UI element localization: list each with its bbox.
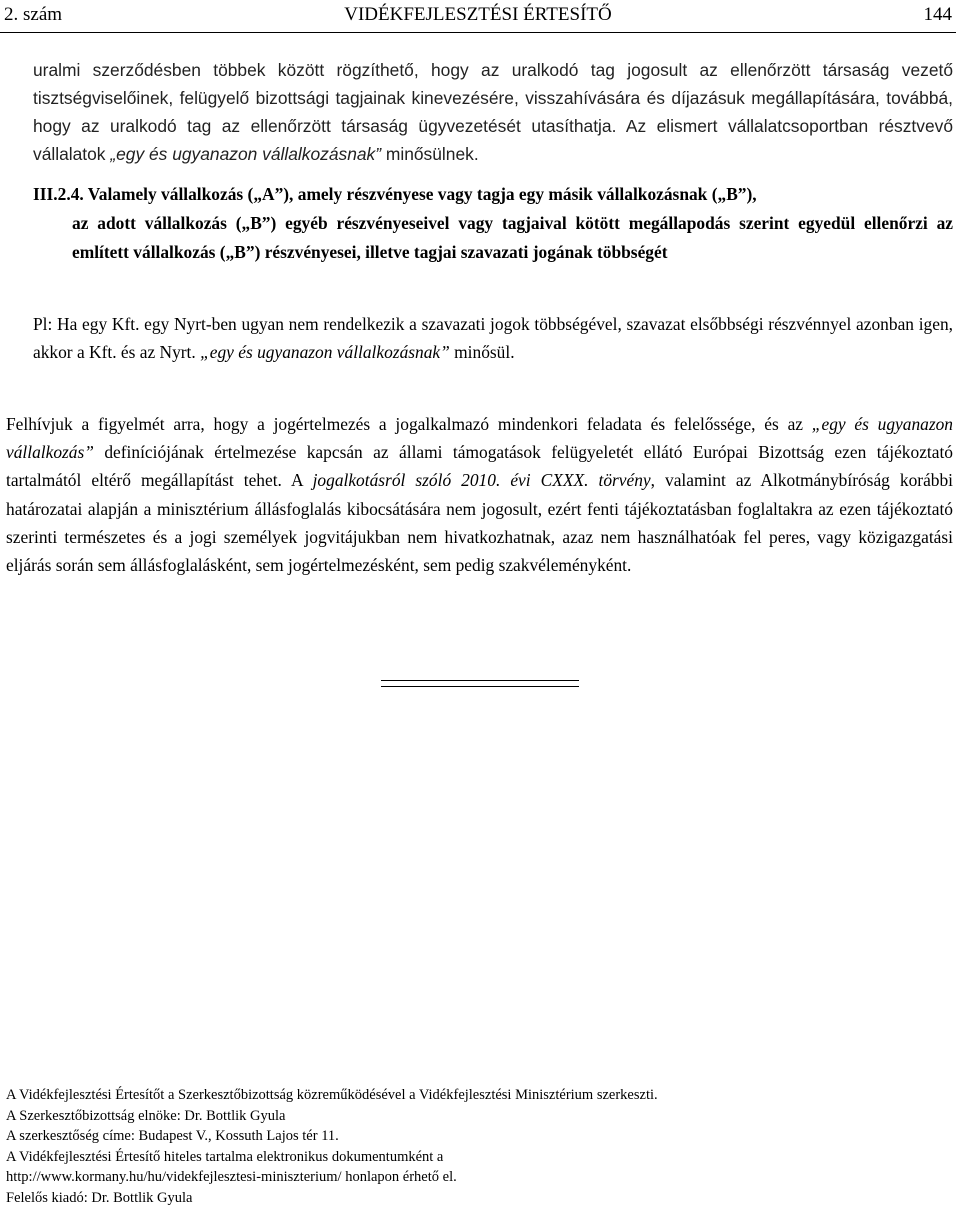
- imprint-line: A Szerkesztőbizottság elnöke: Dr. Bottlik Gyula: [6, 1107, 286, 1124]
- italic-term: „egy és ugyanazon vállalkozás”: [6, 414, 954, 463]
- paragraph-uralmi-szerzodes: [33, 56, 953, 168]
- italic-term: „egy és ugyanazon vállalkozásnak”: [110, 144, 382, 164]
- page-number: 144: [923, 4, 952, 25]
- example-text: Pl: Ha egy Kft. egy Nyrt-ben ugyan nem rendelkezik a szavazati jogok többségével, szavazat elsőbbségi részvénnyel azonban igen, akkor a Kft. és az Nyrt.: [33, 314, 953, 362]
- section-text: Valamely vállalkozás („A”), amely részvényese vagy tagja egy másik vállalkozásnak („B”),: [83, 184, 757, 204]
- imprint-line: Felelős kiadó: Dr. Bottlik Gyula: [6, 1189, 193, 1206]
- imprint-line: A szerkesztőség címe: Budapest V., Kossuth Lajos tér 11.: [6, 1128, 339, 1144]
- imprint-url-line: http://www.kormany.hu/hu/videkfejlesztesi-miniszterium/ honlapon érhető el.: [6, 1169, 457, 1185]
- journal-title: VIDÉKFEJLESZTÉSI ÉRTESÍTŐ: [344, 4, 612, 25]
- section-iii-2-4: [33, 180, 953, 267]
- example-text: minősül.: [449, 342, 515, 362]
- imprint-footer: [6, 1085, 946, 1208]
- double-rule-divider: [381, 680, 579, 687]
- imprint-line: A Vidékfejlesztési Értesítőt a Szerkesztőbizottság közreműködésével a Vidékfejlesztési Minisztérium szerkeszti.: [6, 1087, 658, 1103]
- page-header: [0, 2, 956, 33]
- italic-term: „egy és ugyanazon vállalkozásnak”: [200, 342, 450, 362]
- section-number: III.2.4.: [33, 184, 84, 204]
- italic-law-title: jogalkotásról szóló 2010. évi CXXX. törvény: [312, 470, 651, 491]
- disclaimer-text: Felhívjuk a figyelmét arra, hogy a jogértelmezés a jogalkalmazó mindenkori feladata és felelőssége, és az: [6, 414, 812, 434]
- example-paragraph: [33, 310, 953, 366]
- paragraph-text: uralmi szerződésben többek között rögzíthető, hogy az uralkodó tag jogosult az ellenőrzött társaság vezető tisztségviselőinek, felügyelő bizottsági tagjainak kinevezésére, visszahívására és díjazásuk megállapítására, továbbá, hogy az uralkodó tag az ellenőrzött társaság ügyvezetését utasíthatja. Az elismert vállalatcsoportban résztvevő vállalatok: [33, 60, 953, 164]
- disclaimer-text: , valamint az Alkotmánybíróság korábbi határozatai alapján a minisztérium állásfoglalás kibocsátására nem jogosult, ezért fenti tájékoztatásban foglaltakra az ezen tájékoztató szerinti természetes és a jogi személyek jogvitájukban nem hivatkozhatnak, azaz nem használhatóak fel peres, vagy közigazgatási eljárás során sem állásfoglalásként, sem jogértelmezésként, sem pedig szakvéleményként.: [6, 470, 954, 576]
- imprint-line: A Vidékfejlesztési Értesítő hiteles tartalma elektronikus dokumentumként a: [6, 1148, 444, 1165]
- section-text-continued: az adott vállalkozás („B”) egyéb részvényeseivel vagy tagjaival kötött megállapodás szerint egyedül ellenőrzi az említett vállalkozás („B”) részvényesei, illetve tagjai szavazati jogának többségét: [72, 213, 953, 262]
- paragraph-text: minősülnek.: [381, 144, 479, 164]
- disclaimer-paragraph: [6, 410, 953, 579]
- disclaimer-text: definíciójának értelmezése kapcsán az állami támogatások felügyeletét ellátó Európai Bizottság ezen tájékoztató tartalmától eltérő megállapítást tehet. A: [6, 442, 953, 491]
- issue-number: 2. szám: [4, 4, 63, 25]
- section-heading-line: [33, 180, 953, 209]
